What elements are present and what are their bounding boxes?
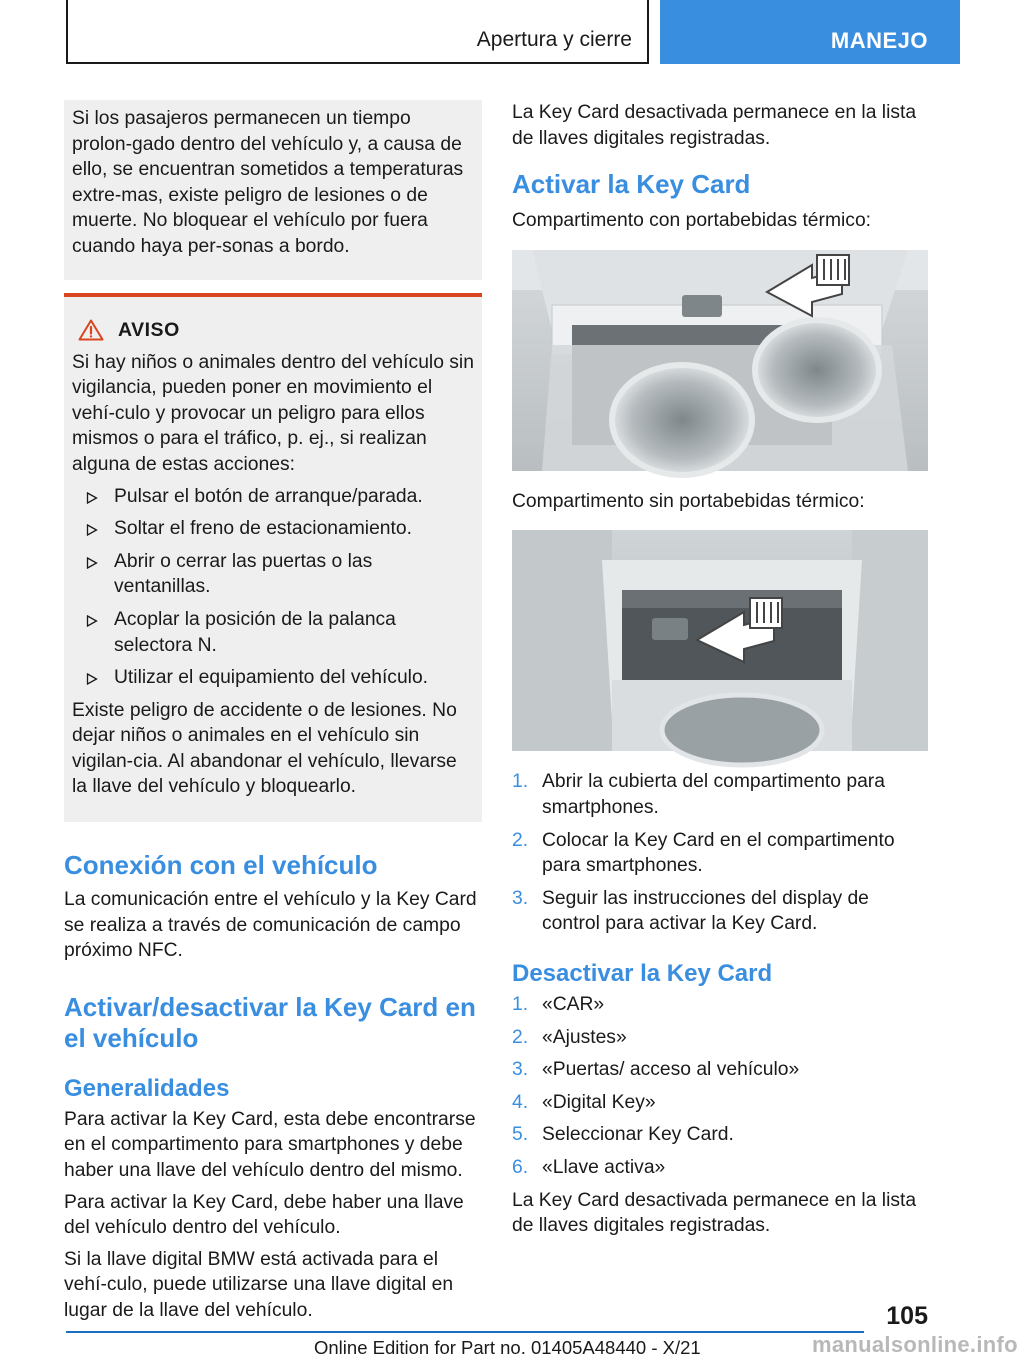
list-item: Utilizar el equipamiento del vehículo. (72, 665, 474, 691)
heat-note-box (64, 100, 482, 280)
caption-without-cupholder: Compartimento sin portabebidas térmico: (512, 490, 865, 512)
footer-rule (66, 1331, 864, 1333)
header-section-title: Apertura y cierre (476, 28, 632, 51)
footer-watermark: manualsonline.info (812, 1332, 1018, 1357)
activar-steps (512, 769, 928, 937)
desactivar-outro: La Key Card desactivada permanece en la lista de llaves digitales registradas. (512, 1189, 917, 1237)
warning-triangle-icon (78, 319, 104, 341)
footer-edition: Online Edition for Part no. 01405A48440 - X/21 (314, 1337, 701, 1358)
warning-title: AVISO (118, 318, 180, 341)
generalidades-p1: Para activar la Key Card, esta debe encontrarse en el compartimento para smartphones y debe haber una llave del vehículo dentro del mismo. (64, 1108, 476, 1182)
triangle-bullet-icon (86, 557, 98, 569)
list-item: 1. Abrir la cubierta del compartimento para smartphones. (512, 771, 885, 818)
key-card-list-note: La Key Card desactivada permanece en la lista de llaves digitales registradas. (512, 102, 917, 149)
list-item: 3. «Puertas/ acceso al vehículo» (512, 1059, 800, 1081)
warning-box (64, 293, 482, 823)
generalidades-p3: Si la llave digital BMW está activada para el vehí-culo, puede utilizarse una llave digital en lugar de la llave del vehículo. (64, 1248, 454, 1321)
list-item: 4. «Digital Key» (512, 1091, 656, 1113)
caption-with-cupholder: Compartimento con portabebidas térmico: (512, 210, 872, 232)
left-column (64, 100, 482, 1324)
list-item: Soltar el freno de estacionamiento. (72, 516, 474, 542)
heading-generalidades: Generalidades (64, 1074, 230, 1102)
list-item: 2. «Ajustes» (512, 1026, 627, 1048)
triangle-bullet-icon (86, 615, 98, 627)
list-item: 5. Seleccionar Key Card. (512, 1124, 734, 1146)
heading-activar-key-card: Activar la Key Card (512, 169, 751, 200)
warning-header (78, 319, 474, 342)
list-item: Pulsar el botón de arranque/parada. (72, 484, 474, 510)
list-item: 2. Colocar la Key Card en el compartimento para smartphones. (512, 829, 895, 877)
generalidades-p2: Para activar la Key Card, debe haber una llave del vehículo dentro del vehículo. (64, 1191, 464, 1239)
conexion-text: La comunicación entre el vehículo y la Key Card se realiza a través de comunicación de campo próximo NFC. (64, 889, 477, 962)
page-number: 105 (886, 1302, 928, 1330)
warning-outro: Existe peligro de accidente o de lesiones. No dejar niños o animales en el vehículo sin vigilan-cia. Al abandonar el vehículo, llevarse la llave del vehículo y bloquearlo. (72, 699, 457, 798)
heat-note-text: Si los pasajeros permanecen un tiempo prolon-gado dentro del vehículo y, a causa de ello, se encuentran sometidos a temperaturas extre-mas, existe peligro de lesiones o de muerte. No bloquear el vehículo por fuera cuando haya per-sonas a bordo. (72, 108, 464, 257)
triangle-bullet-icon (86, 673, 98, 685)
list-item: 1. «CAR» (512, 993, 605, 1015)
triangle-bullet-icon (86, 492, 98, 504)
right-column (512, 100, 928, 1239)
heading-desactivar-key-card: Desactivar la Key Card (512, 959, 773, 987)
list-item: 3. Seguir las instrucciones del display de control para activar la Key Card. (512, 887, 869, 935)
list-item: 6. «Llave activa» (512, 1156, 666, 1178)
compartment-with-cupholder-image (512, 250, 928, 471)
list-item: Acoplar la posición de la palanca selectora N. (72, 607, 474, 658)
warning-intro: Si hay niños o animales dentro del vehículo sin vigilancia, pueden poner en movimiento el vehí-culo y provocar un peligro para ellos mismos o para el tráfico, p. ej., si realizan alguna de estas acciones: (72, 351, 474, 475)
warning-action-list (72, 484, 474, 691)
heading-conexion: Conexión con el vehículo (64, 850, 378, 881)
desactivar-steps (512, 992, 928, 1181)
list-item: Abrir o cerrar las puertas o las ventanillas. (72, 549, 474, 600)
heading-activar-desactivar: Activar/desactivar la Key Card en el vehículo (64, 991, 476, 1053)
triangle-bullet-icon (86, 524, 98, 536)
header-chapter-tab: MANEJO (660, 0, 960, 64)
compartment-without-cupholder-image (512, 530, 928, 751)
